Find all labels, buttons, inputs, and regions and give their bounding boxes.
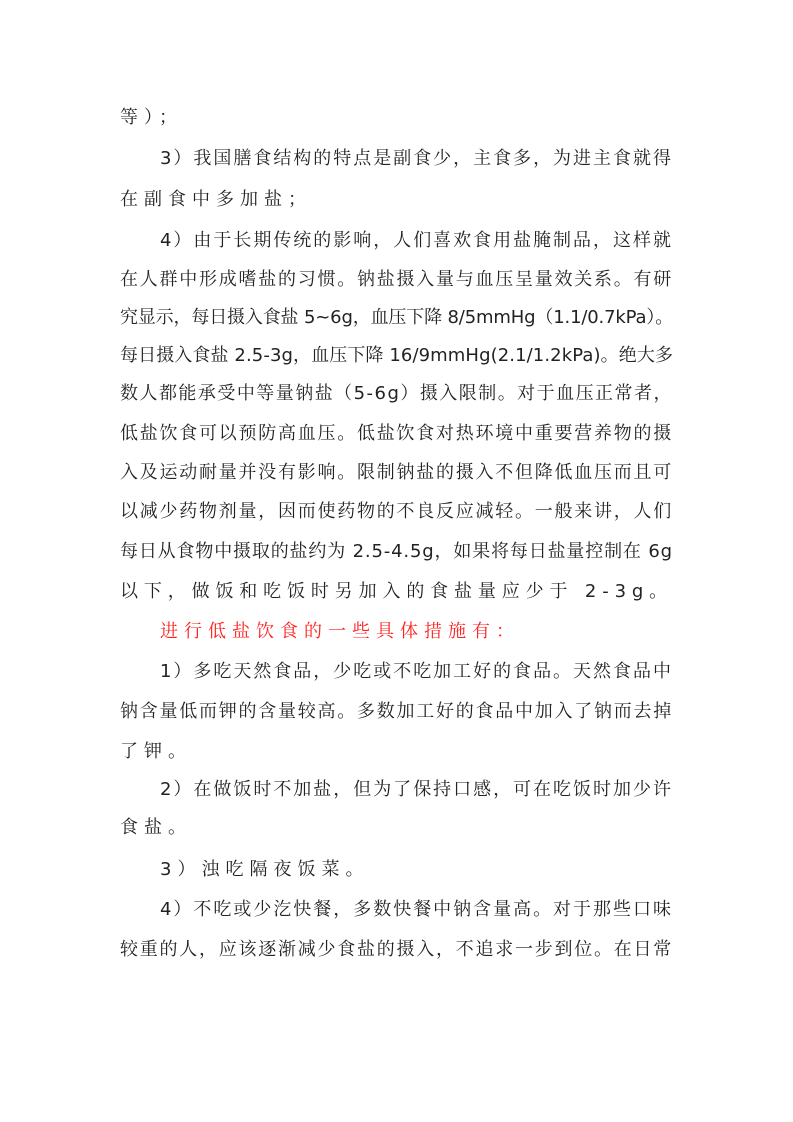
text-line: 钠含量低而钾的含量较高。多数加工好的食品中加入了钠而去掉 <box>120 701 673 722</box>
section-heading: 进行低盐饮食的一些具体措施有： <box>160 621 520 642</box>
text-line: 在人群中形成嗜盐的习惯。钠盐摄入量与血压呈量效关系。有研 <box>120 269 673 290</box>
text-line: 了钾。 <box>120 741 192 762</box>
text-line: 以减少药物剂量，因而使药物的不良反应减轻。一般来讲，人们 <box>120 501 673 522</box>
text-line: 究显示，每日摄入食盐 5~6g，血压下降 8/5mmHg（1.1/0.7kPa）。 <box>120 307 674 328</box>
text-line: 低盐饮食可以预防高血压。低盐饮食对热环境中重要营养物的摄 <box>120 423 673 444</box>
text-line: 以下，做饭和吃饭时另加入的食盐量应少于 2-3g。 <box>120 581 674 602</box>
text-line: 3）浊吃隔夜饭菜。 <box>160 859 370 880</box>
text-line: 4）由于长期传统的影响，人们喜欢食用盐腌制品，这样就 <box>160 230 673 251</box>
text-line: 入及运动耐量并没有影响。限制钠盐的摄入不但降低血压而且可 <box>120 462 673 483</box>
text-line: 4）不吃或少汔快餐，多数快餐中钠含量高。对于那些口味 <box>160 899 673 920</box>
text-line: 2）在做饭时不加盐，但为了保持口感，可在吃饭时加少许 <box>160 779 673 800</box>
text-line: 等）； <box>120 107 183 128</box>
text-line: 食盐。 <box>120 817 192 838</box>
text-line: 较重的人，应该逐渐减少食盐的摄入，不追求一步到位。在日常 <box>120 939 673 960</box>
text-line: 3）我国膳食结构的特点是副食少，主食多，为进主食就得 <box>160 148 673 169</box>
text-line: 1）多吃天然食品，少吃或不吃加工好的食品。天然食品中 <box>160 661 673 682</box>
text-line: 每日从食物中摄取的盐约为 2.5-4.5g，如果将每日盐量控制在 6g <box>120 541 673 562</box>
text-line: 每日摄入食盐 2.5-3g，血压下降 16/9mmHg(2.1/1.2kPa)。绝大多 <box>120 345 674 366</box>
text-line: 数人都能承受中等量钠盐（5-6g）摄入限制。对于血压正常者， <box>120 383 673 404</box>
text-line: 在副食中多加盐； <box>120 189 312 210</box>
